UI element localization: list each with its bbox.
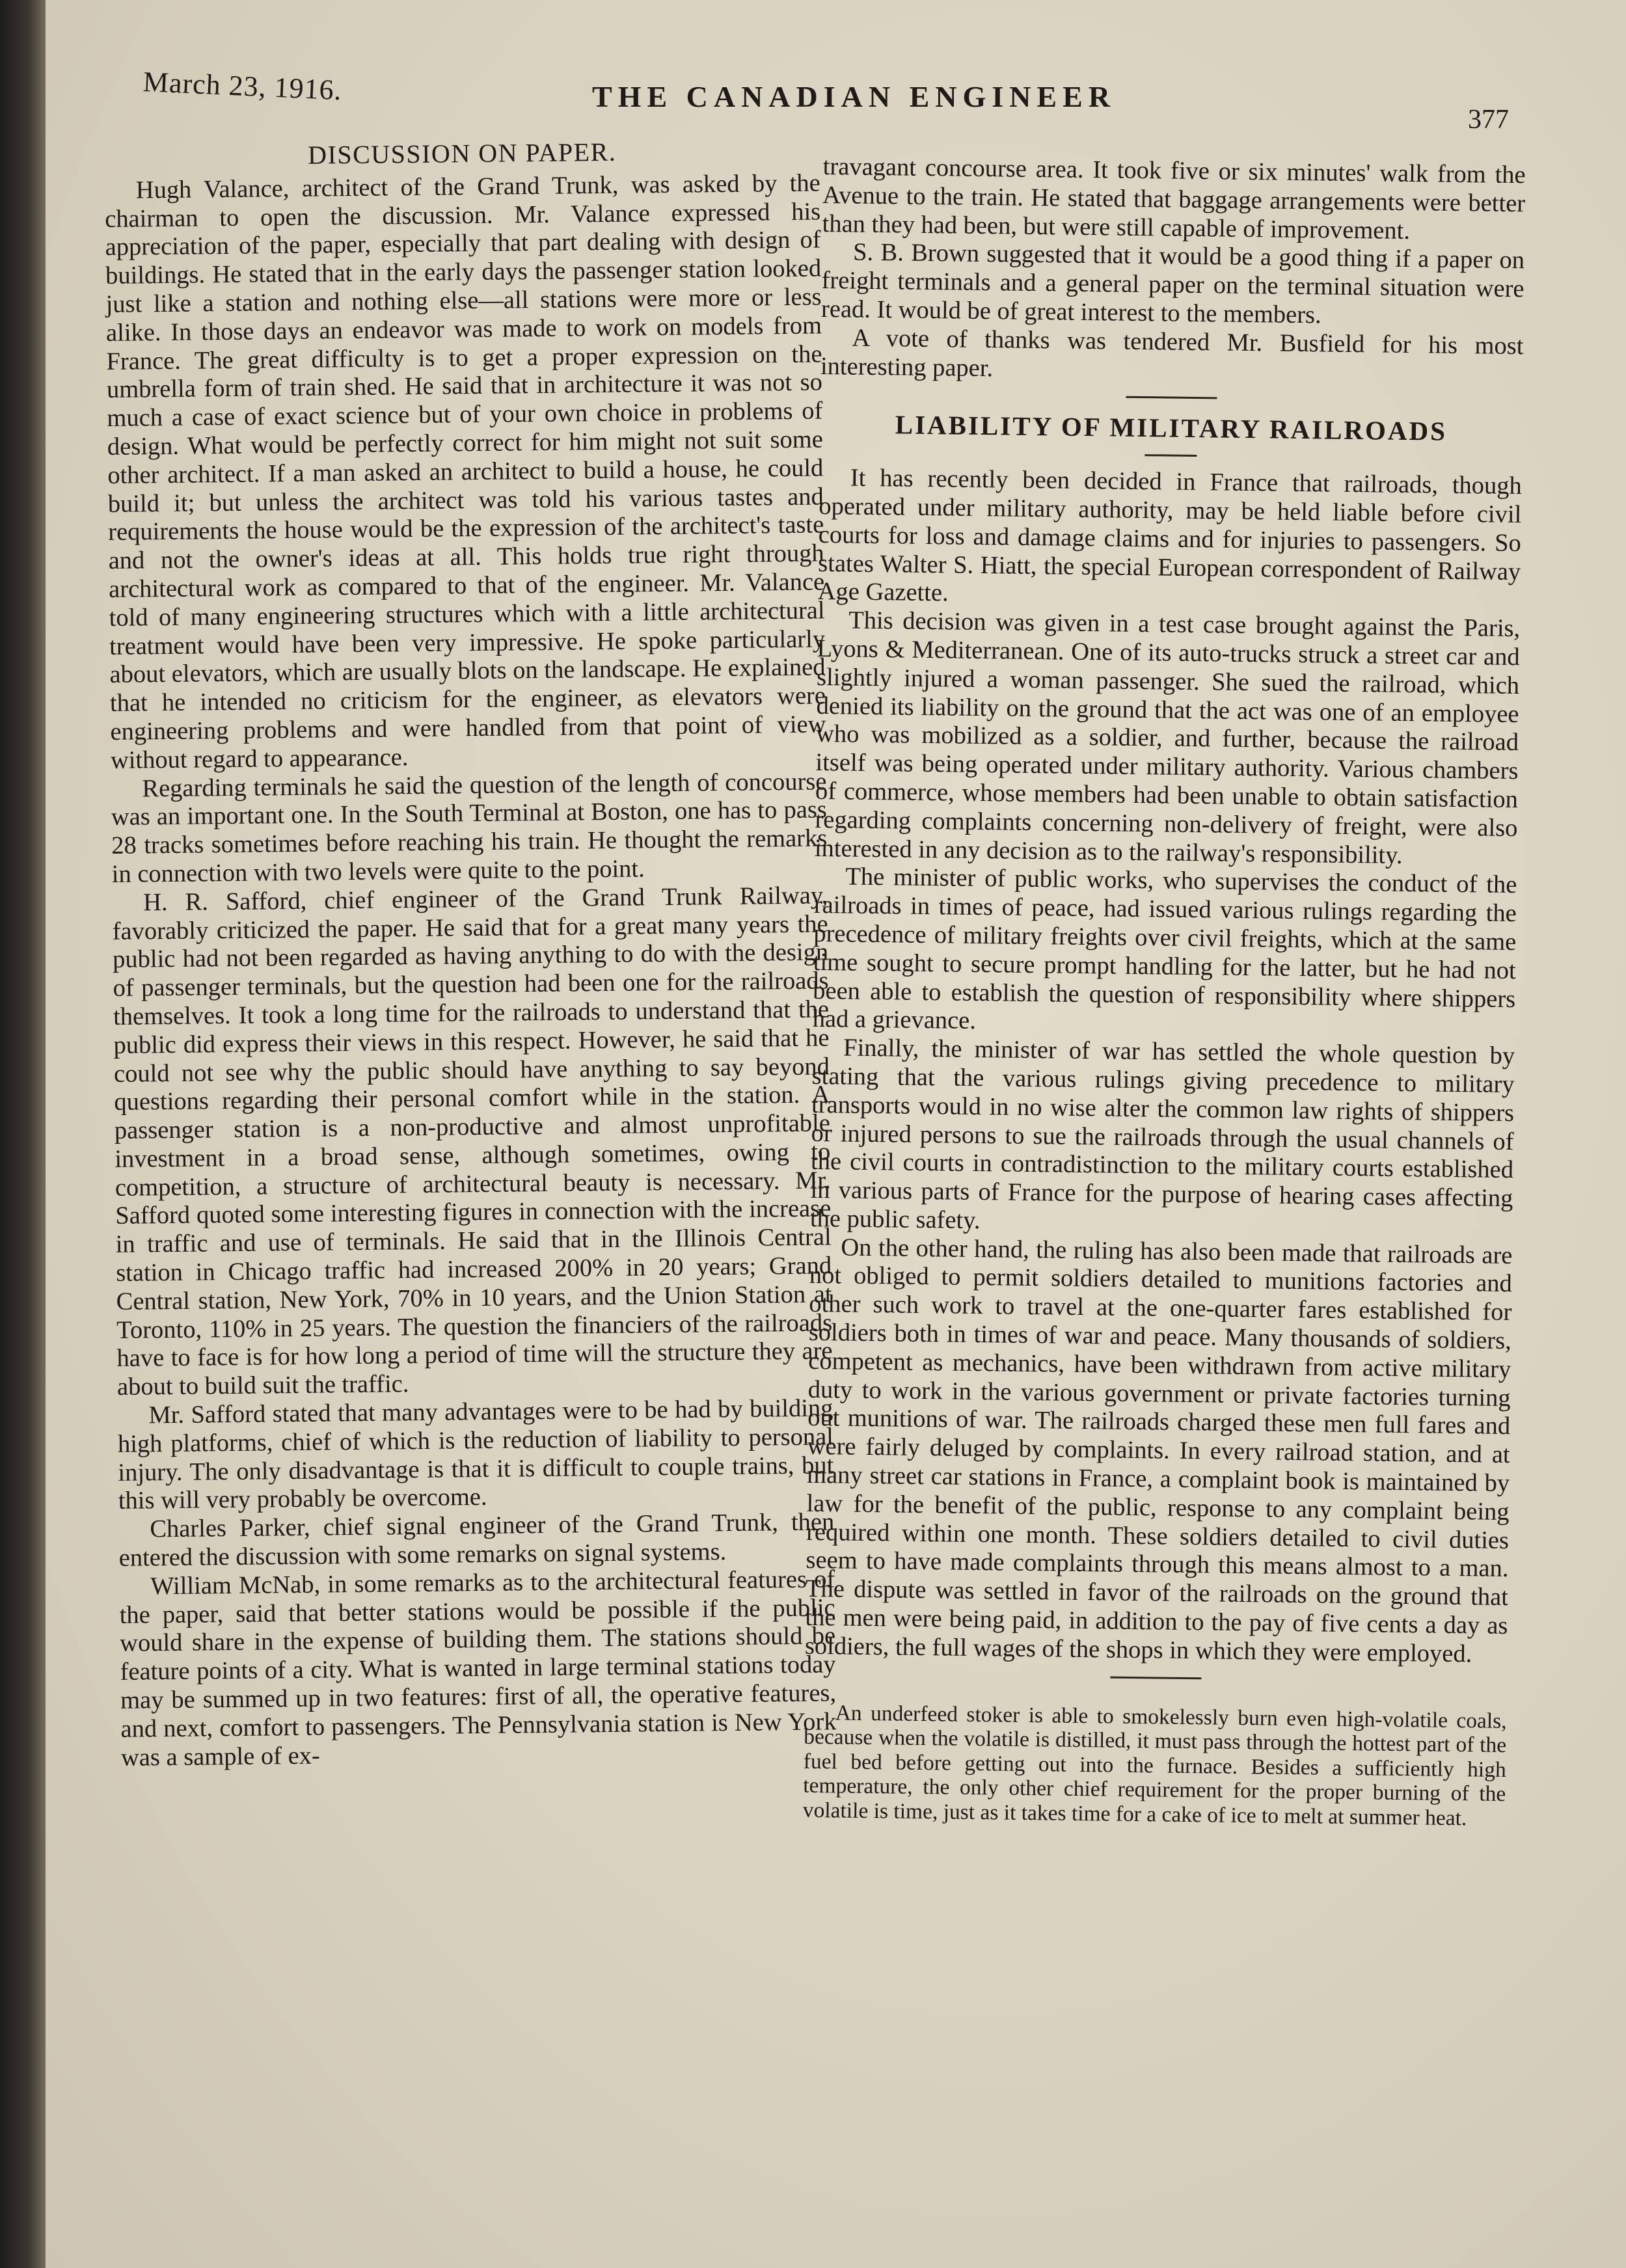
paragraph-parker: Charles Parker, chief signal engineer of the Grand Trunk, then entered the discussion with some remarks on signal systems. (118, 1508, 835, 1572)
running-head (142, 59, 1509, 135)
paragraph-vote-of-thanks: A vote of thanks was tendered Mr. Busfield for his most interesting paper. (820, 324, 1524, 382)
paragraph-platforms: Mr. Safford stated that many advantages were to be had by building high platforms, chief of which is the reduction of liability to personal injury. The only disadvantage is that it is difficult to couple trains, but this will very probably be overcome. (117, 1394, 834, 1515)
filler-note (803, 1700, 1507, 1831)
section-divider (1126, 396, 1217, 399)
left-column (104, 135, 837, 1772)
note-text: An underfeed stoker is able to smokelessly burn even high-volatile coals, because when the volatile is distilled, it must pass through the hottest part of the fuel bed before getting out into the furnace. Besides a sufficiently high temperature, the only other chief requirement for the proper burning of the volatile is time, just as it takes time for a cake of ice to melt at summer heat. (802, 1701, 1507, 1830)
heading-rule (1145, 454, 1197, 457)
article-paragraph: This decision was given in a test case brought against the Paris, Lyons & Mediterranean. One of its auto-trucks struck a street car and slightly injured a woman passenger. She sued the railroad, which denied its liability on the ground that the act was one of an employee who was mobilized as a soldier, and further, because the railroad itself was being operated under military authority. Various chambers of commerce, whose members had been unable to obtain satisfaction regarding complaints concerning non-delivery of freight, were also interested in any decision as to the railway's responsibility. (814, 606, 1521, 869)
paragraph-safford: H. R. Safford, chief engineer of the Grand Trunk Railway, favorably criticized the paper. He said that for a great many years the public had not been regarded as having anything to do with the design of passenger terminals, but the question had been one for the railroads themselves. It took a long time for the railroads to understand that the public did express their views in this respect. However, he said that he could not see why the public should have anything to say beyond questions regarding their personal comfort while in the station. A passenger station is a non-productive and almost unprofitable investment in a broad sense, although sometimes, owing to competition, a structure of architectural beauty is necessary. Mr. Safford quoted some interesting figures in connection with the increase in traffic and use of terminals. He said that in the Illinois Central station in Chicago traffic had increased 200% in 20 years; Grand Central station, New York, 70% in 10 years, and the Union Station at Toronto, 110% in 25 years. The question the financiers of the railroads have to face is for how long a period of time will the structure they are about to build suit the traffic. (112, 882, 833, 1401)
paragraph-valance: Hugh Valance, architect of the Grand Trunk, was asked by the chairman to open the discussion. Mr. Valance expressed his appreciation of the paper, especially that part dealing with design of buildings. He stated that in the early days the passenger station looked just like a station and nothing else—all stations were more or less alike. In those days an endeavor was made to work on models from France. The great difficulty is to get a proper expression on the umbrella form of train shed. He said that in architecture it was not so much a case of exact science but of your own choice in problems of design. What would be perfectly correct for him might not suit some other architect. If a man asked an architect to build a house, he could build it; but unless the architect was told his various tastes and requirements the house would be the expression of the architect's taste and not the owner's ideas at all. This holds true right through architectural work as compared to that of the engineer. Mr. Valance told of many engineering structures which with a little architectural treatment would have been very impressive. He spoke particularly about elevators, which are usually blots on the landscape. He explained that he intended no criticism for the engineer, as elevators were engineering problems and were handled from that point of view without regard to appearance. (105, 169, 826, 774)
paragraph-mcnab: William McNab, in some remarks as to the architectural features of the paper, said that better stations would be possible if the public would share in the expense of building them. The stations should be feature points of a city. What is wanted in large terminal stations today may be summed up in two features: first of all, the operative features, and next, comfort to passengers. The Pennsylvania station is New York was a sample of ex- (119, 1565, 837, 1772)
right-column (803, 153, 1526, 1831)
paragraph-brown: S. B. Brown suggested that it would be a good thing if a paper on freight terminals and a general paper on the terminal situation were read. It would be of great interest to the members. (820, 238, 1525, 329)
article-paragraph: It has recently been decided in France that railroads, though operated under military authority, may be held liable before civil courts for loss and damage claims and for injuries to passengers. So states Walter S. Hiatt, the special European correspondent of Railway Age Gazette. (817, 464, 1523, 607)
paragraph-continued: travagant concourse area. It took five or six minutes' walk from the Avenue to the train. He stated that baggage arrangements were better than they had been, but were still capable of improvement. (822, 153, 1526, 245)
paragraph-terminals: Regarding terminals he said the question of the length of concourse was an important one. In the South Terminal at Boston, one has to pass 28 tracks sometimes before reaching his train. He thought the remarks in connection with two levels were quite to the point. (111, 767, 828, 888)
article-paragraph: The minister of public works, who supervises the conduct of the railroads in times of peace, had issued various rulings regarding the precedence of military freights over civil freights, which at the same time sought to secure prompt handling for the latter, but he had not been able to establish the question of responsibility where shippers had a grievance. (812, 863, 1517, 1035)
article-paragraph: Finally, the minister of war has settled the whole question by stating that the various rulings giving precedence to military transports would in no wise alter the common law rights of shippers or injured persons to sue the railroads through the usual channels of the civil courts in contradistinction to the military courts established in various parts of France for the purpose of hearing cases affecting the public safety. (809, 1034, 1515, 1234)
journal-page (46, 0, 1626, 2268)
section-heading: DISCUSSION ON PAPER. (307, 137, 617, 170)
article-paragraph: On the other hand, the ruling has also been made that railroads are not obliged to permit soldiers detailed to munitions factories and other such work to travel at the one-quarter fares established for soldiers both in times of war and peace. Many thousands of soldiers, competent as mechanics, have been withdrawn from active military duty to work in the various government or private factories turning out munitions of war. The railroads charged these men full fares and were fairly deluged by complaints. In every railroad station, and at many street car stations in France, a complaint book is maintained by law for the benefit of the public, response to any complaint being required within one month. These soldiers detailed to civil duties seem to have made complaints through this means almost to a man. The dispute was settled in favor of the railroads on the ground that the men were being paid, in addition to the pay of five cents a day as soldiers, the full wages of the shops in which they were employed. (804, 1234, 1513, 1668)
book-spine (0, 0, 52, 2268)
issue-date: March 23, 1916. (142, 66, 343, 107)
journal-title: THE CANADIAN ENGINEER (592, 80, 1116, 113)
page-number: 377 (1468, 105, 1509, 135)
note-divider (1110, 1676, 1201, 1679)
article-heading: LIABILITY OF MILITARY RAILROADS (895, 409, 1448, 447)
